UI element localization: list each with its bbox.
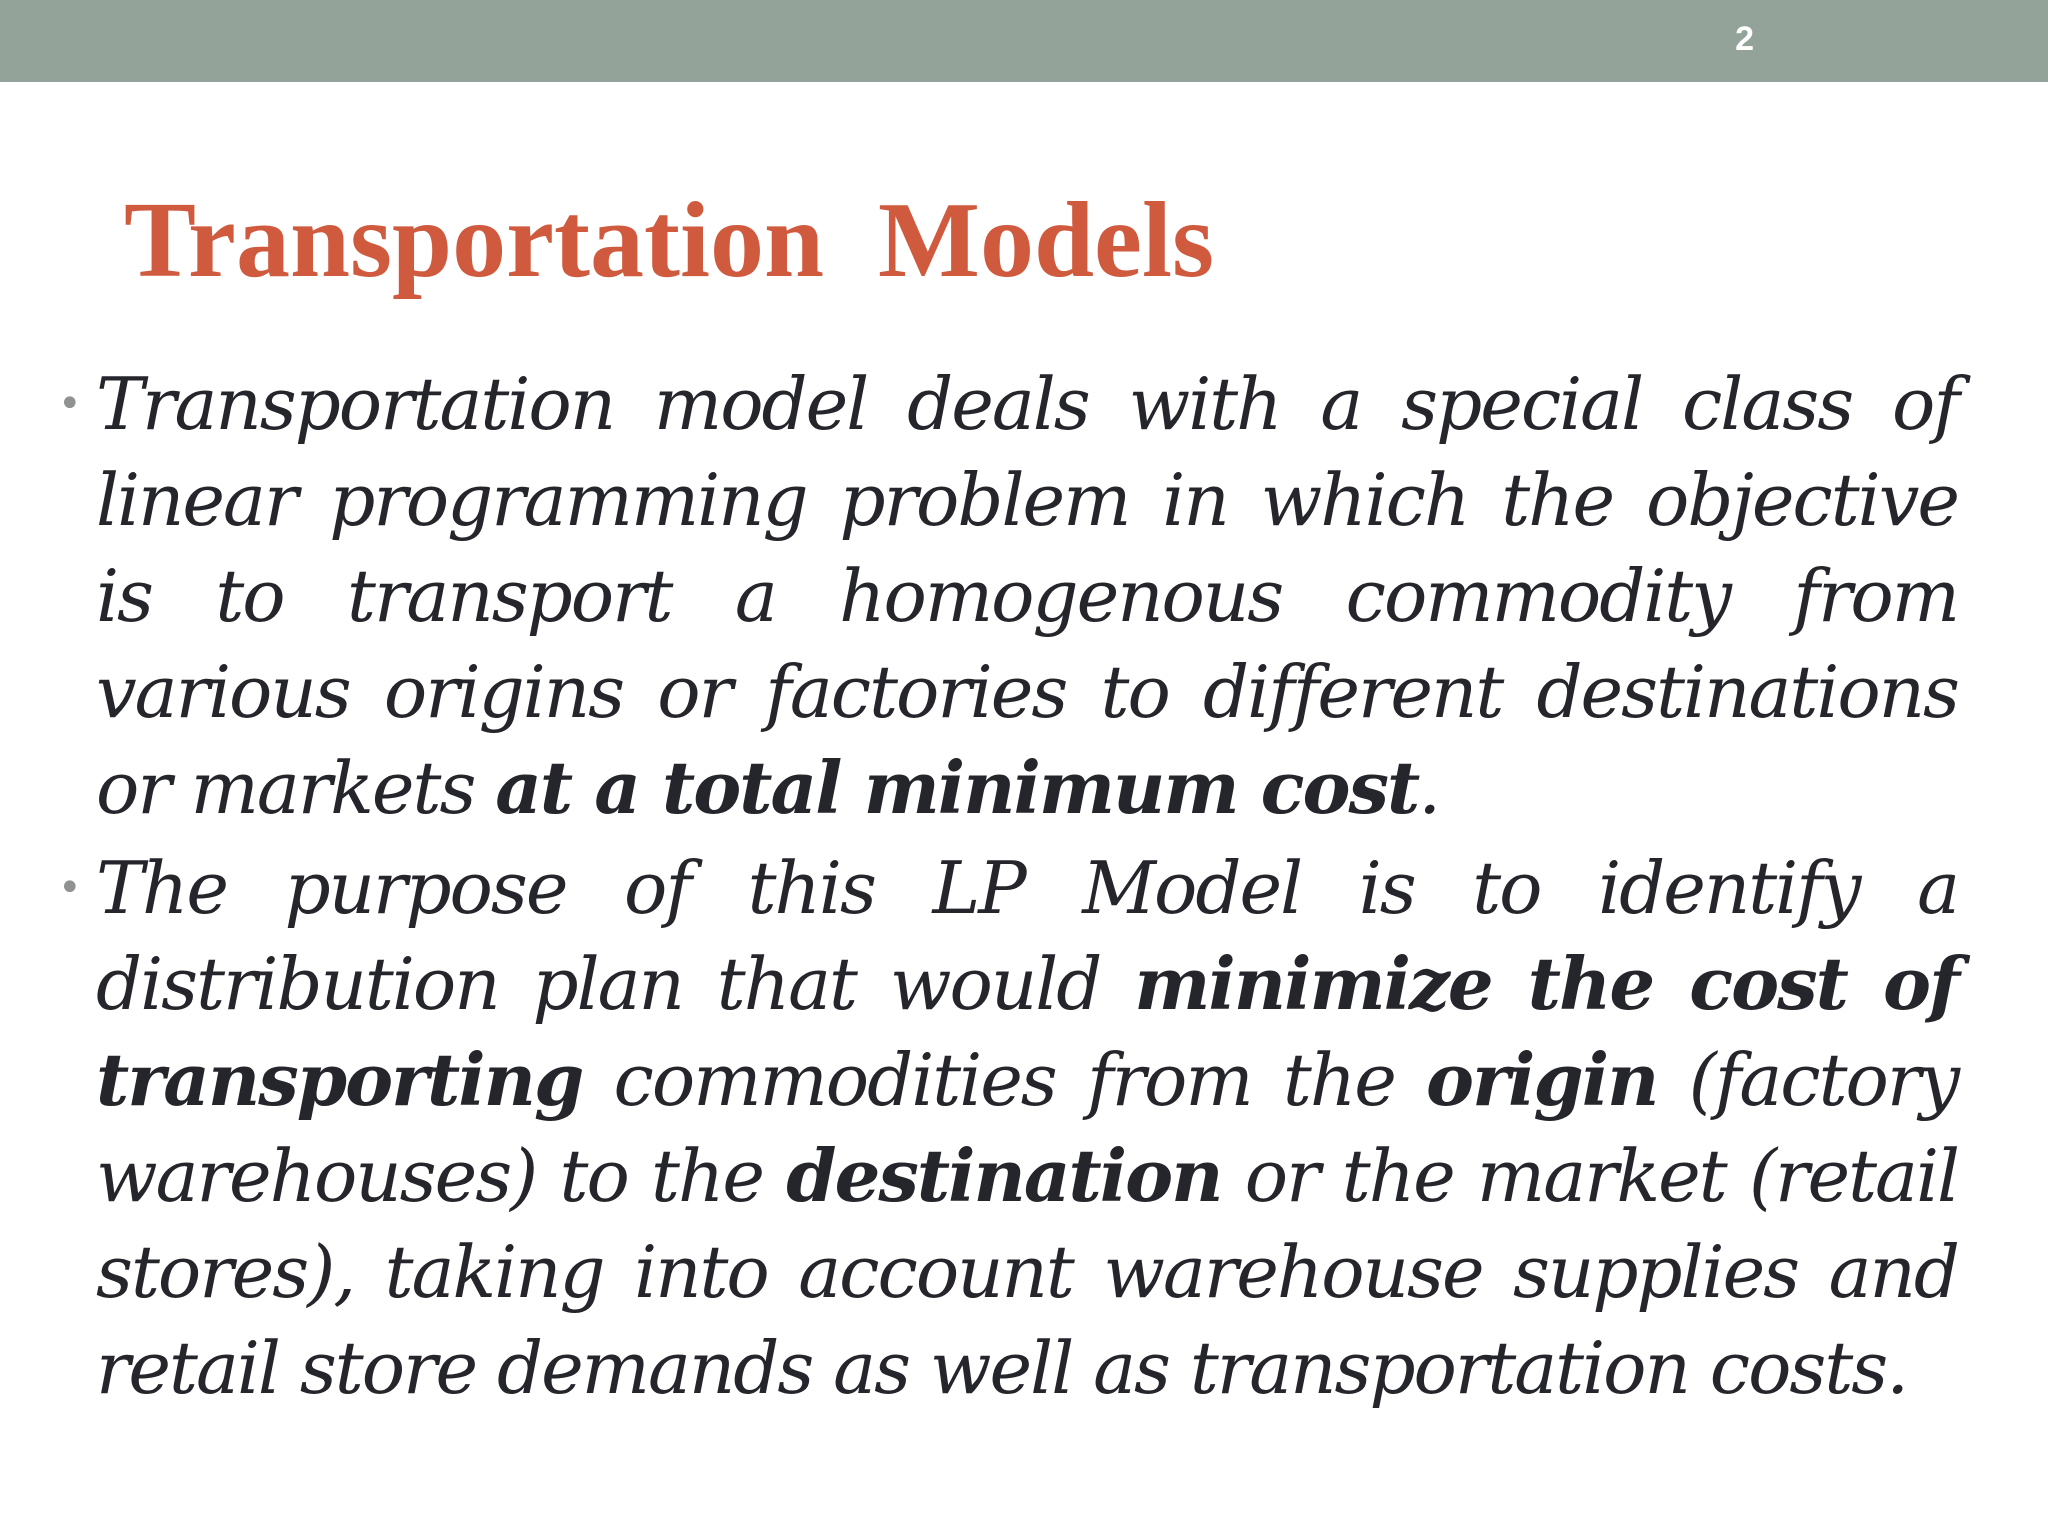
bullet-dot-icon: • xyxy=(58,381,80,427)
bullet-text-segment: The purpose of this LP Model is to identify a distribution plan that would xyxy=(96,846,1958,1026)
header-bar xyxy=(0,0,2048,82)
bullet-emphasis: at a total minimum cost xyxy=(495,745,1419,830)
bullet-item xyxy=(54,840,1958,1416)
bullet-text-segment: (factory warehouses) to the xyxy=(96,1038,1958,1218)
bullet-text-segment: Transportation model deals with a special class of linear programming problem in which the objective is to transport a homogenous commodity from various origins or factories to different destinations or markets xyxy=(96,362,1958,830)
bullet-text-segment: or the market (retail stores), taking into account warehouse supplies and retail store demands as well as transportation costs. xyxy=(96,1134,1959,1410)
bullet-text-segment: . xyxy=(1418,746,1440,830)
bullet-item xyxy=(54,356,1958,836)
bullet-list xyxy=(54,356,1958,1420)
bullet-dot-icon: • xyxy=(58,865,80,911)
bullet-text-segment: commodities from the xyxy=(582,1038,1427,1122)
bullet-emphasis: destination xyxy=(786,1133,1222,1218)
bullet-emphasis: minimize the cost of transporting xyxy=(96,941,1958,1122)
slide-title: Transportation Models xyxy=(124,181,1215,300)
bullet-emphasis: origin xyxy=(1426,1037,1658,1122)
slide-number: 2 xyxy=(1735,20,1754,58)
